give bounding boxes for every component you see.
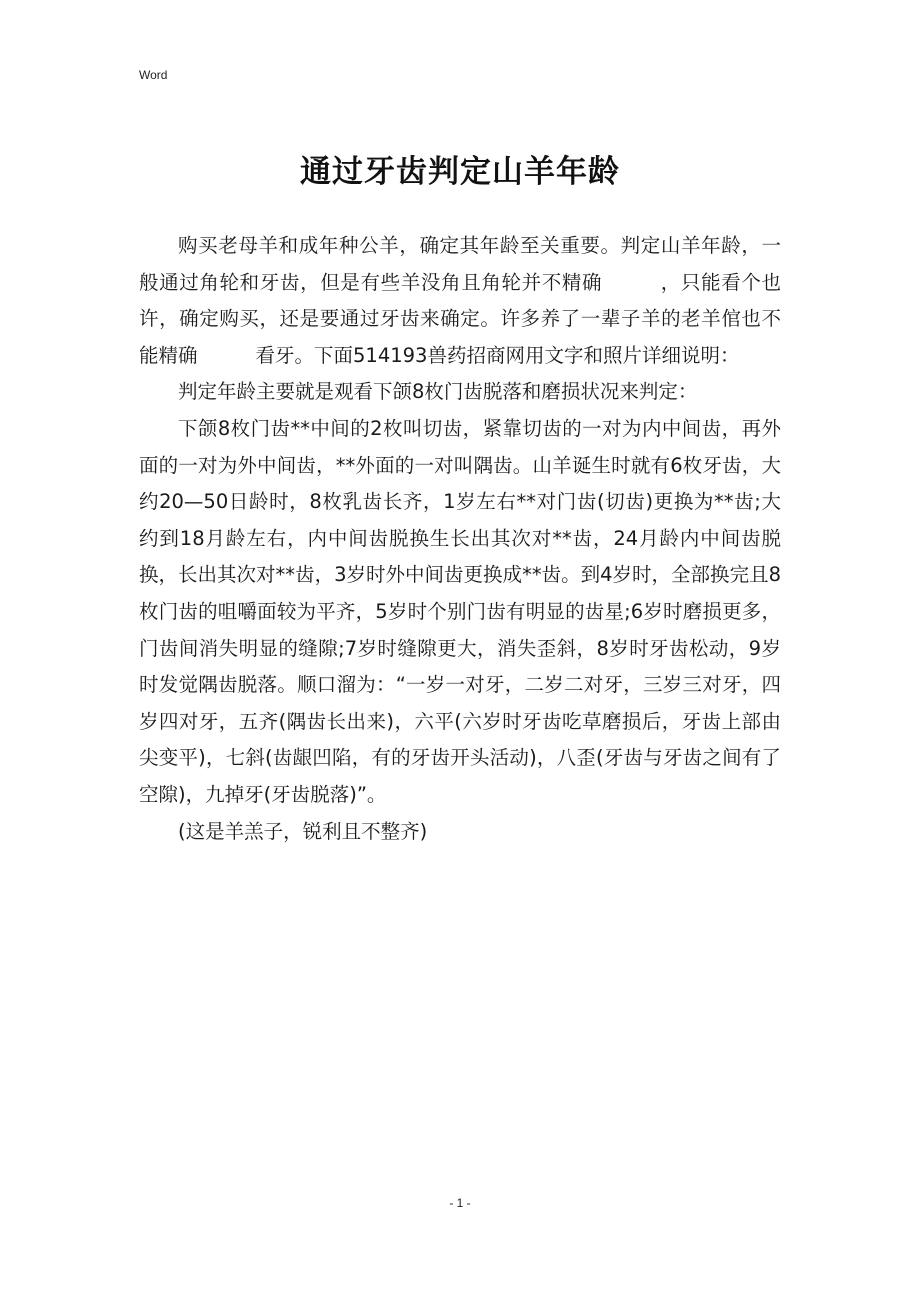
paragraph-details: 下颌8枚门齿**中间的2枚叫切齿，紧靠切齿的一对为内中间齿，再外面的一对为外中间齿，**外面的一对叫隅齿。山羊诞生时就有6枚牙齿，大约20—50日龄时，8枚乳齿长齐，1岁左右**对门齿(切齿)更换为**齿;大约到18月龄左右，内中间齿脱换生长出其次对**齿，24月龄内中间齿脱换，长出其次对**齿，3岁时外中间齿更换成**齿。到4岁时，全部换完且8枚门齿的咀嚼面较为平齐，5岁时个别门齿有明显的齿星;6岁时磨损更多，门齿间消失明显的缝隙;7岁时缝隙更大，消失歪斜，8岁时牙齿松动，9岁时发觉隅齿脱落。顺口溜为：“一岁一对牙，二岁二对牙，三岁三对牙，四岁四对牙，五齐(隅齿长出来)，六平(六岁时牙齿吃草磨损后，牙齿上部由尖变平)，七斜(齿龈凹陷，有的牙齿开头活动)，八歪(牙齿与牙齿之间有了空隙)，九掉牙(牙齿脱落)”。 (139, 416, 781, 806)
paragraph-method: 判定年龄主要就是观看下颌8枚门齿脱落和磨损状况来判定： (178, 380, 698, 404)
page-number: - 1 - (449, 1196, 471, 1210)
paragraph-intro-part-2: ，只能看个也许，确定购买，还是要通过牙齿来确定。许多养了一辈子羊的老羊倌也不能精确 (139, 270, 781, 367)
document-title: 通过牙齿判定山羊年龄 (300, 154, 620, 190)
paragraph-intro-part-1: 购买老母羊和成年种公羊，确定其年龄至关重要。判定山羊年龄，一般通过角轮和牙齿，但是有些羊没角且角轮并不精确 (139, 234, 781, 294)
paragraph-caption: (这是羊羔子，锐利且不整齐) (178, 819, 428, 843)
paragraph-intro-part-3: 看牙。下面514193兽药招商网用文字和照片详细说明： (255, 343, 740, 367)
document-body (139, 228, 781, 850)
paragraph-intro (139, 228, 781, 374)
header-label: Word (139, 68, 168, 82)
